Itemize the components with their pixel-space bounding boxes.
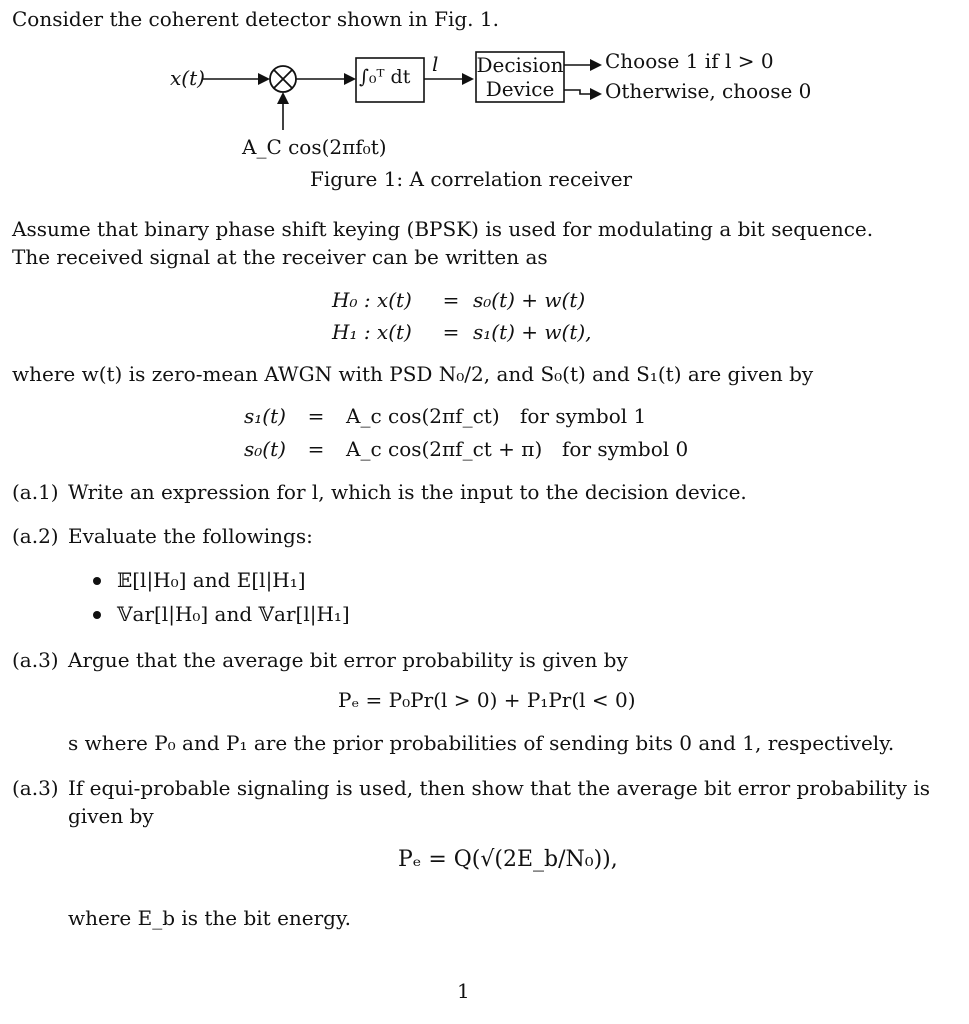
int-to-dec-arrowhead [462,73,474,85]
h1-rhs: s₁(t) + w(t), [473,320,592,344]
decision-line1: Decision [476,53,564,77]
a2-label: (a.2) [12,524,59,548]
input-signal-label: x(t) [170,66,205,90]
s0-rhs: A_c cos(2πf_ct + π) [346,437,543,461]
a4-text-2: given by [68,804,154,828]
h0-eq: = [442,288,460,312]
assume-line-2: The received signal at the receiver can be written as [12,245,548,269]
out-arrow-1-head [590,59,602,71]
out-arrow-2-line [564,90,592,94]
s1-note: for symbol 1 [520,404,647,428]
a2-text: Evaluate the followings: [68,524,313,548]
out-arrow-2-head [590,88,602,100]
s0-lhs: s₀(t) [244,437,286,461]
s1-rhs: A_c cos(2πf_ct) [346,404,500,428]
bullet-dot-2 [93,611,101,619]
a4-where: where E_b is the bit energy. [68,906,351,930]
a2-bullet-2: 𝕍ar[l|H₀] and 𝕍ar[l|H₁] [117,602,350,626]
choose1-text: Choose 1 if l > 0 [605,49,774,73]
a4-label: (a.3) [12,776,59,800]
a3-label: (a.3) [12,648,59,672]
otherwise-text: Otherwise, choose 0 [605,79,812,103]
carrier-arrowhead [277,92,289,104]
carrier-label: A_C cos(2πf₀t) [242,135,387,159]
figure-caption: Figure 1: A correlation receiver [310,167,633,191]
a3-note: s where P₀ and P₁ are the prior probabilities of sending bits 0 and 1, respectively. [68,731,895,755]
mult-to-int-arrowhead [344,73,356,85]
assume-line-1: Assume that binary phase shift keying (BPSK) is used for modulating a bit sequence. [12,217,874,241]
where-line: where w(t) is zero-mean AWGN with PSD N₀/2, and S₀(t) and S₁(t) are given by [12,362,814,386]
input-arrowhead [258,73,270,85]
s0-eq: = [307,437,325,461]
a1-label: (a.1) [12,480,59,504]
h0-rhs: s₀(t) + w(t) [473,288,586,312]
a3-text: Argue that the average bit error probability is given by [68,648,628,672]
s1-eq: = [307,404,325,428]
integrator-label: ∫₀ᵀ dt [359,66,411,88]
a4-text-1: If equi-probable signaling is used, then show that the average bit error probability is [68,776,931,800]
s1-lhs: s₁(t) [244,404,286,428]
h0-lhs: H₀ : x(t) [332,288,412,312]
l-label: l [432,52,439,76]
a2-bullet-1: 𝔼[l|H₀] and E[l|H₁] [117,568,306,592]
decision-line2: Device [485,77,555,101]
a3-equation: Pₑ = P₀Pr(l > 0) + P₁Pr(l < 0) [338,688,636,712]
s0-note: for symbol 0 [562,437,689,461]
a1-text: Write an expression for l, which is the input to the decision device. [68,480,747,504]
a4-equation: Pₑ = Q(√(2E_b/N₀)), [398,847,618,872]
intro-line: Consider the coherent detector shown in Fig. 1. [12,7,499,31]
bullet-dot-1 [93,577,101,585]
h1-lhs: H₁ : x(t) [332,320,412,344]
page-number: 1 [457,979,470,1003]
h1-eq: = [442,320,460,344]
